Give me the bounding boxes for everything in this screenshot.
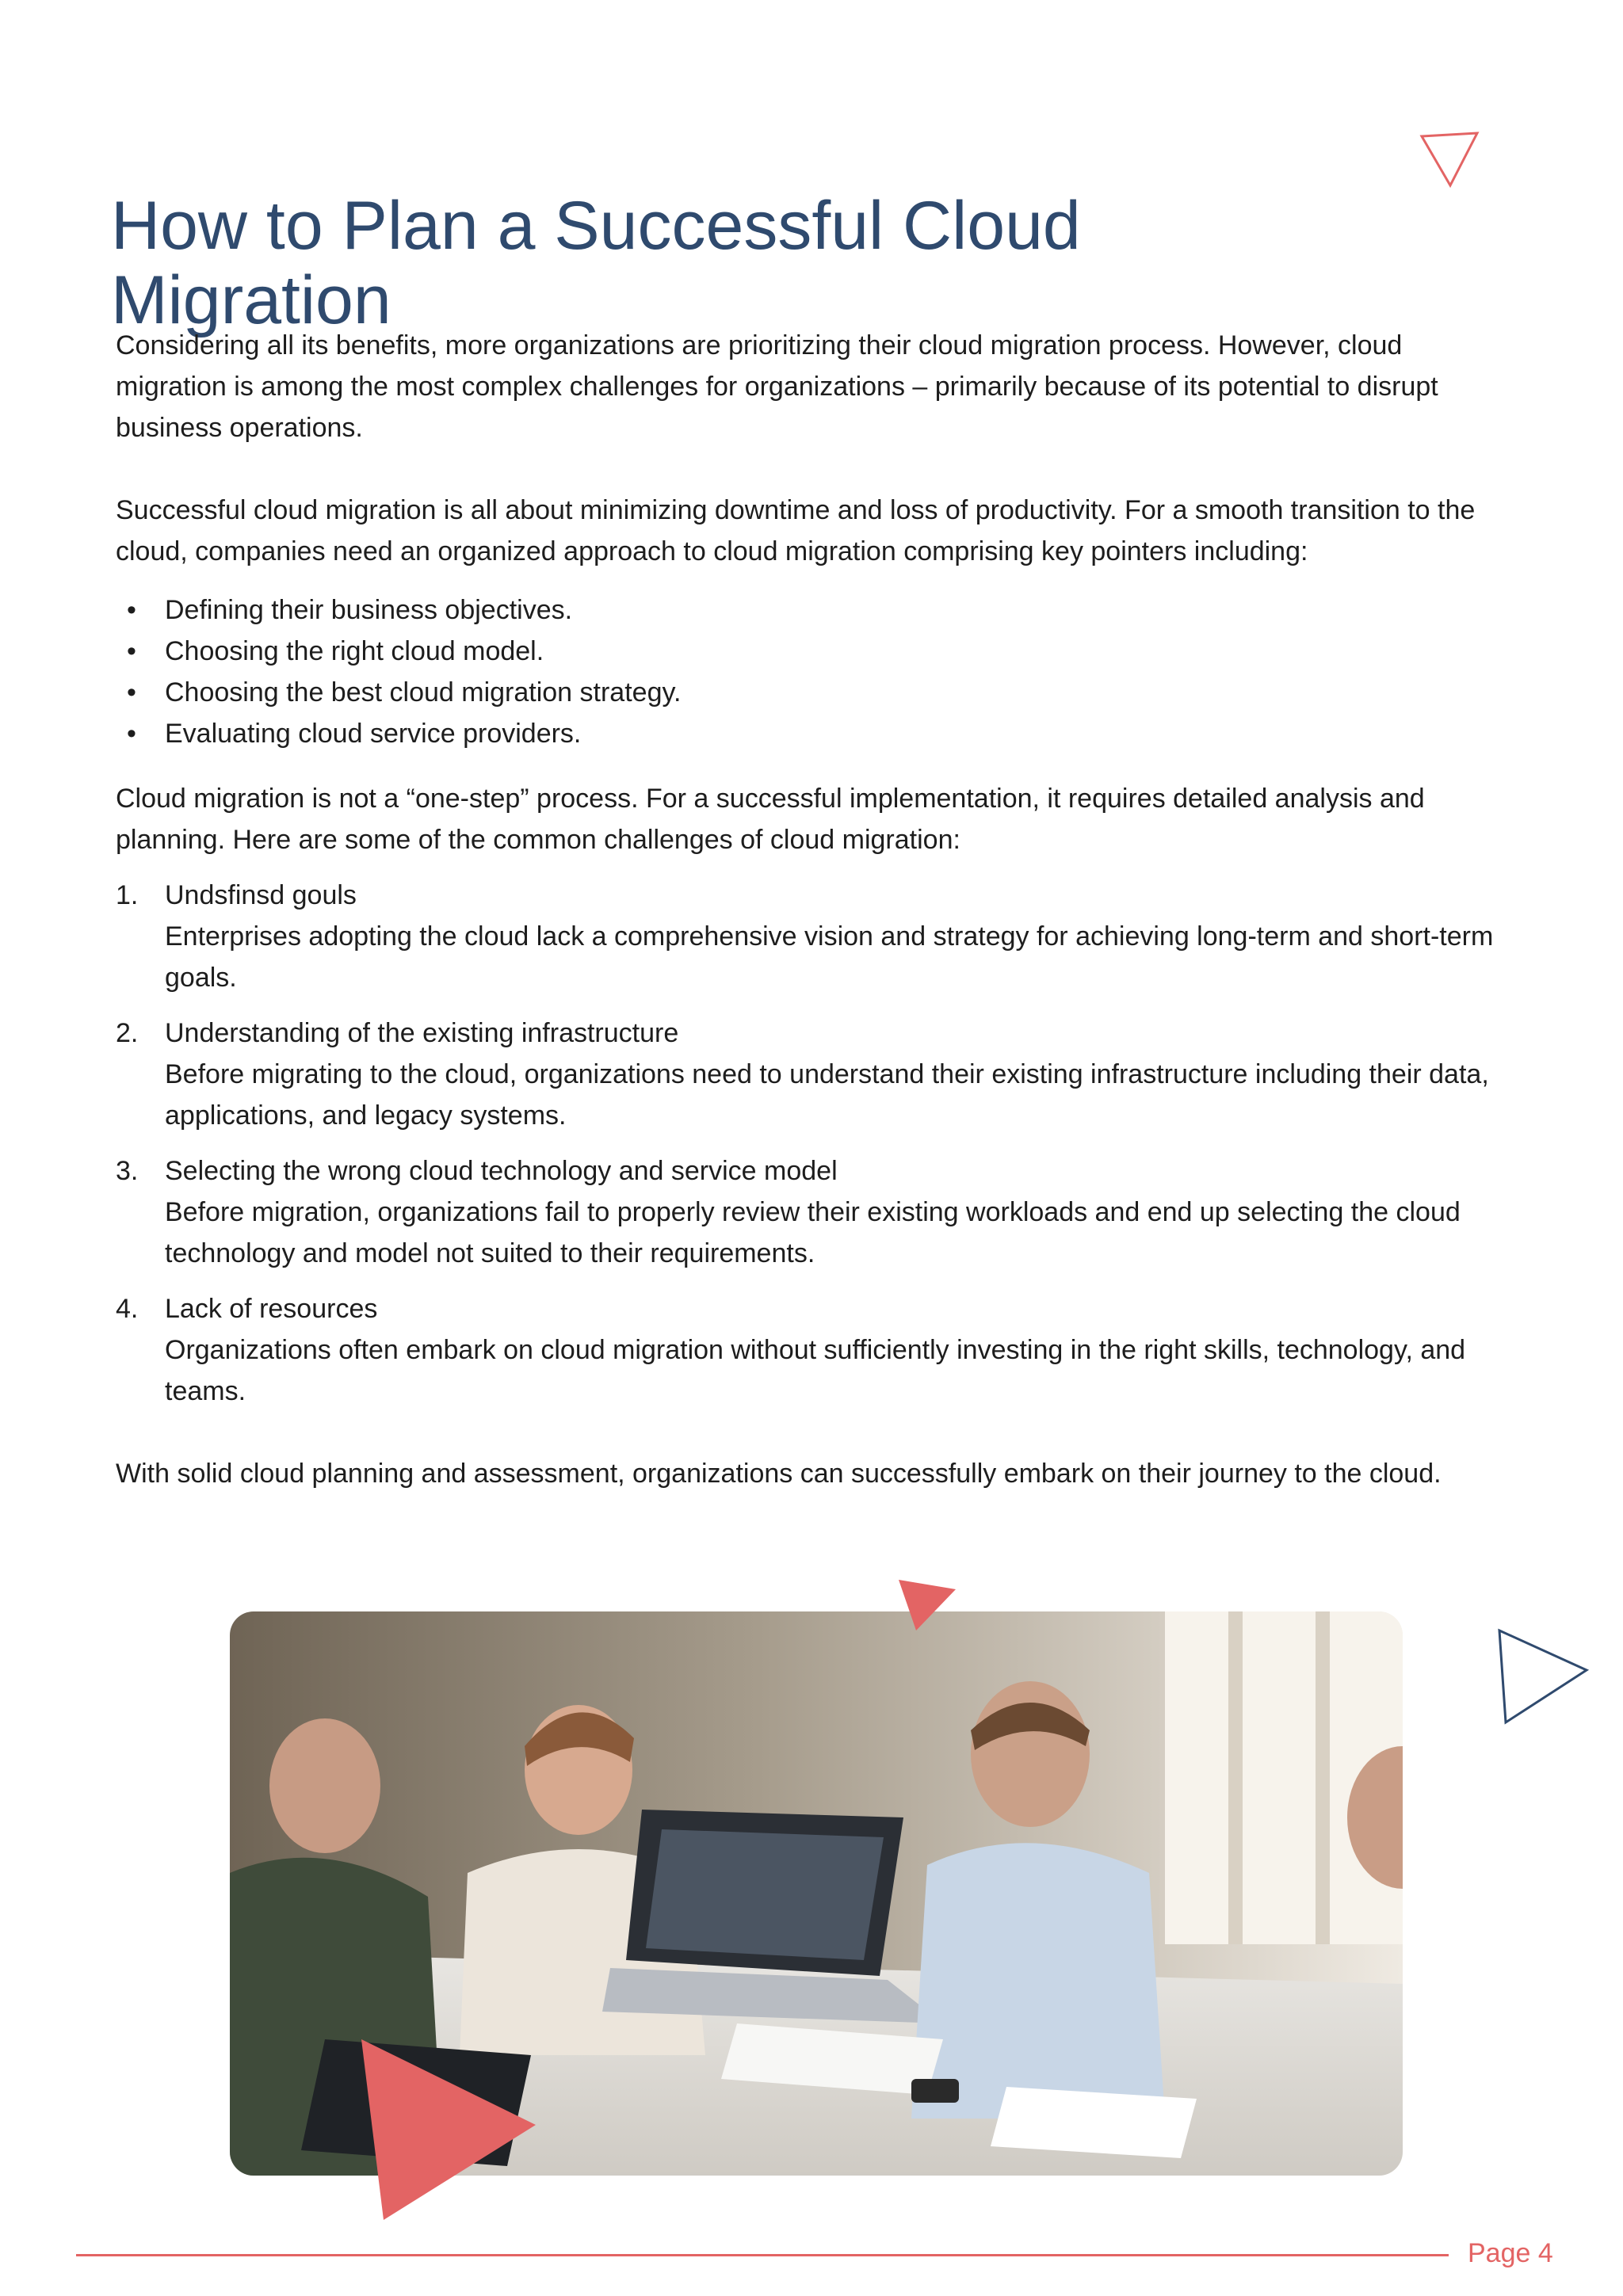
approach-paragraph: Successful cloud migration is all about minimizing downtime and loss of productivity. For a smooth transition to the cloud, companies need an organized approach to cloud migration comprising key pointers including: bbox=[116, 495, 1476, 566]
challenge-title: Understanding of the existing infrastructure bbox=[165, 1018, 679, 1048]
challenge-title: Undsfinsd gouls bbox=[165, 880, 357, 910]
list-item: • Evaluating cloud service providers. bbox=[116, 713, 1510, 754]
solid-triangle-top-icon bbox=[897, 1577, 957, 1634]
bullet-icon: • bbox=[127, 719, 136, 749]
page-title: How to Plan a Successful Cloud Migration bbox=[111, 188, 1081, 338]
challenge-description: Before migrating to the cloud, organizations need to understand their existing infrastructure including their data, applications, and legacy systems. bbox=[165, 1059, 1489, 1131]
document-body bbox=[116, 325, 1510, 1494]
key-pointers-list bbox=[116, 589, 1510, 754]
item-number: 2. bbox=[116, 1018, 139, 1048]
intro-paragraph: Considering all its benefits, more organizations are prioritizing their cloud migration process. However, cloud migration is among the most complex challenges for organizations – primarily because of its potential to disrupt business operations. bbox=[116, 330, 1438, 443]
list-item: • Choosing the best cloud migration strategy. bbox=[116, 672, 1510, 713]
item-number: 4. bbox=[116, 1294, 139, 1324]
item-number: 3. bbox=[116, 1156, 139, 1186]
bullet-icon: • bbox=[127, 595, 136, 625]
challenge-item bbox=[116, 875, 1510, 998]
challenge-item bbox=[116, 1150, 1510, 1274]
list-item: • Defining their business objectives. bbox=[116, 589, 1510, 631]
challenge-description: Enterprises adopting the cloud lack a comprehensive vision and strategy for achieving long-term and short-term goals. bbox=[165, 921, 1494, 993]
challenge-item bbox=[116, 1288, 1510, 1412]
conclusion-paragraph: With solid cloud planning and assessment, organizations can successfully embark on their journey to the cloud. bbox=[116, 1459, 1442, 1489]
outline-triangle-right-icon bbox=[1493, 1626, 1591, 1729]
bullet-icon: • bbox=[127, 636, 136, 666]
page-number: Page 4 bbox=[1468, 2238, 1553, 2268]
play-triangle-icon bbox=[357, 2035, 544, 2225]
challenges-list bbox=[116, 875, 1510, 1412]
outline-triangle-top-right-icon bbox=[1419, 130, 1482, 190]
bullet-icon: • bbox=[127, 677, 136, 707]
challenges-intro-paragraph: Cloud migration is not a “one-step” process. For a successful implementation, it requires detailed analysis and planning. Here are some of the common challenges of cloud migration: bbox=[116, 784, 1425, 855]
list-item: • Choosing the right cloud model. bbox=[116, 631, 1510, 672]
challenge-description: Organizations often embark on cloud migration without sufficiently investing in the right skills, technology, and teams. bbox=[165, 1335, 1466, 1406]
item-number: 1. bbox=[116, 880, 139, 910]
challenge-item bbox=[116, 1013, 1510, 1136]
challenge-title: Lack of resources bbox=[165, 1294, 378, 1324]
challenge-title: Selecting the wrong cloud technology and service model bbox=[165, 1156, 838, 1186]
footer-divider bbox=[76, 2254, 1449, 2256]
challenge-description: Before migration, organizations fail to properly review their existing workloads and end up selecting the cloud technology and model not suited to their requirements. bbox=[165, 1197, 1461, 1268]
